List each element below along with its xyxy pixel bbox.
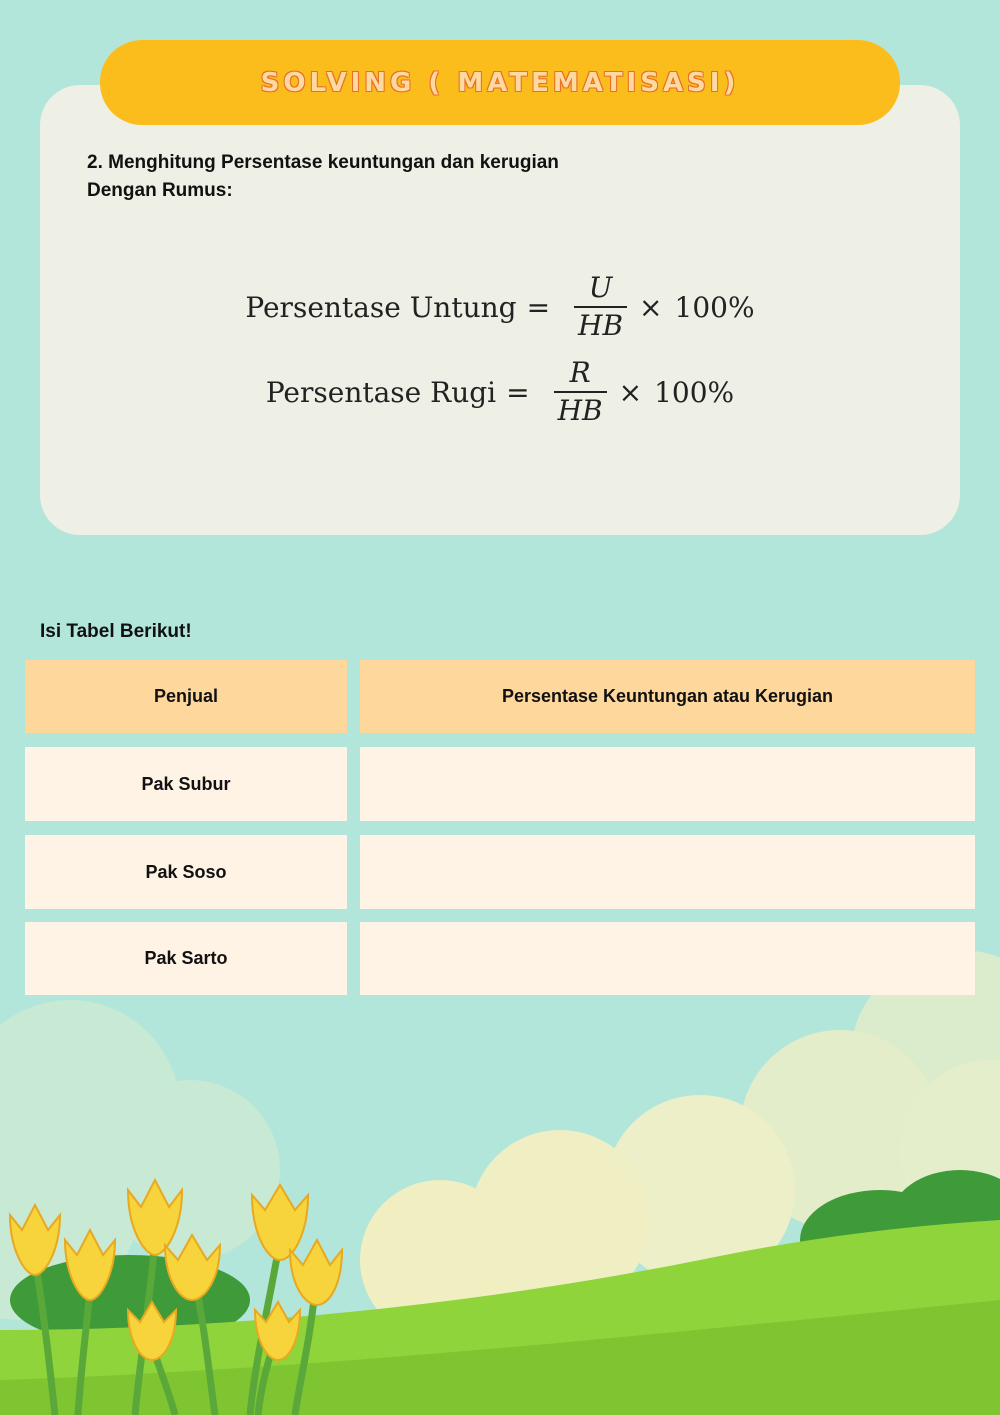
formula-untung-fraction (574, 270, 627, 344)
intro-text (87, 149, 559, 205)
table-title: Isi Tabel Berikut! (40, 621, 192, 642)
table-cell-penjual: Pak Subur (25, 747, 347, 821)
formula-untung-numerator: U (588, 271, 613, 304)
formula-rugi-denominator: HB (554, 391, 607, 429)
table-cell-penjual: Pak Soso (25, 835, 347, 909)
formula-untung-denominator: HB (574, 306, 627, 344)
formula-rugi-equals: = (506, 375, 530, 409)
formula-untung-equals: = (526, 290, 551, 324)
formula-rugi-name: Persentase Rugi (265, 375, 497, 409)
section-banner (100, 40, 900, 125)
formula-rugi-times: × (618, 375, 643, 409)
formula-untung (40, 270, 960, 344)
formula-rugi (40, 355, 960, 429)
banner-title: SOLVING ( MATEMATISASI) (260, 67, 740, 98)
table-cell-penjual: Pak Sarto (25, 922, 347, 995)
formula-card (40, 85, 960, 535)
formula-untung-times: × (639, 290, 663, 324)
table-cell-persentase-input[interactable] (360, 747, 975, 821)
intro-line-2: Dengan Rumus: (87, 180, 233, 201)
table-header-penjual: Penjual (25, 660, 347, 733)
table-cell-persentase-input[interactable] (360, 835, 975, 909)
table-header-persentase: Persentase Keuntungan atau Kerugian (360, 660, 975, 733)
table-cell-persentase-input[interactable] (360, 922, 975, 995)
intro-line-1: 2. Menghitung Persentase keuntungan dan kerugian (87, 152, 559, 173)
formula-untung-name: Persentase Untung (245, 290, 517, 324)
formula-rugi-factor: 100% (654, 375, 735, 409)
formula-rugi-numerator: R (569, 356, 591, 389)
formula-untung-factor: 100% (674, 290, 755, 324)
formula-rugi-fraction (554, 355, 607, 429)
